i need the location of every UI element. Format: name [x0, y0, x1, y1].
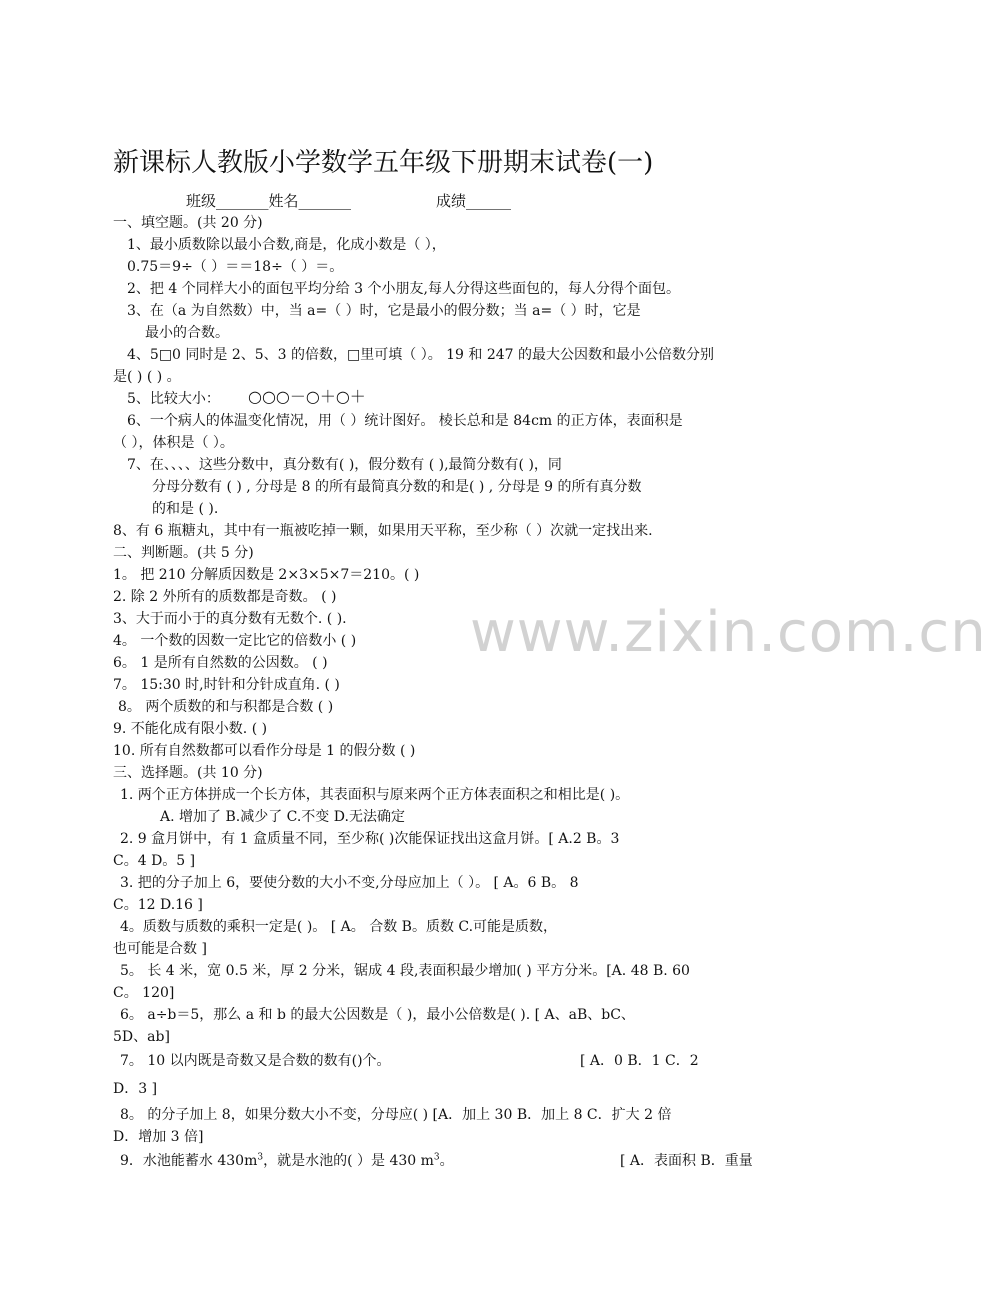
- question-line: 分母分数有 ( ) , 分母是 8 的所有最简真分数的和是( ) , 分母是 9 的所有真分数: [152, 479, 642, 495]
- question-line: 7。 10 以内既是奇数又是合数的数有()个。: [120, 1053, 391, 1069]
- option-line: 5D、ab]: [113, 1029, 170, 1045]
- question-line: 7。 15:30 时,时针和分针成直角. ( ): [113, 677, 340, 693]
- question-line: 3. 把的分子加上 6，要使分数的大小不变,分母应加上（ ）。 [ A。6 B。 8: [120, 875, 579, 891]
- question-text: ，就是水池的( ）是 430 m: [263, 1153, 434, 1169]
- question-line: 8、有 6 瓶糖丸，其中有一瓶被吃掉一颗，如果用天平称，至少称（ ）次就一定找出来.: [113, 523, 653, 539]
- question-line: 9. 不能化成有限小数. ( ): [113, 721, 268, 737]
- question-line: （ ），体积是（ ）。: [113, 435, 234, 451]
- question-line: 1. 两个正方体拼成一个长方体，其表面积与原来两个正方体表面积之和相比是( )。: [120, 787, 630, 803]
- question-line: 5。 长 4 米，宽 0.5 米，厚 2 分米，锯成 4 段,表面积最少增加( ) 平方分米。[A. 48 B. 60: [120, 963, 690, 979]
- option-line: D．3 ]: [113, 1081, 158, 1097]
- question-line: 6。 1 是所有自然数的公因数。 ( ): [113, 655, 328, 671]
- option-line: [ A．表面积 B．重量: [620, 1153, 753, 1169]
- question-line: 5、比较大小：: [127, 391, 220, 407]
- option-line: D．增加 3 倍]: [113, 1129, 204, 1145]
- superscript: 3: [433, 1152, 440, 1163]
- question-line: 4。质数与质数的乘积一定是( )。 [ A。 合数 B。质数 C.可能是质数，: [120, 919, 558, 935]
- question-line: 2. 除 2 外所有的质数都是奇数。 ( ): [113, 589, 337, 605]
- section-3-heading: 三、选择题。(共 10 分): [113, 765, 263, 781]
- watermark: www.zixin.com.cn: [470, 600, 987, 665]
- question-text: 9．水池能蓄水 430m: [120, 1153, 258, 1169]
- question-line: [120, 1152, 454, 1170]
- section-1-heading: 一、填空题。(共 20 分): [113, 215, 263, 231]
- option-line: C。4 D。5 ]: [113, 853, 196, 869]
- question-line: 6。 a÷b＝5，那么 a 和 b 的最大公因数是（ )，最小公倍数是( ). [ A、aB、bC、: [120, 1007, 635, 1023]
- option-line: C。 120]: [113, 985, 175, 1001]
- question-line: 3、在（a 为自然数）中，当 a=（ ）时，它是最小的假分数；当 a=（ ）时，它是: [127, 303, 641, 319]
- option-line: A. 增加了 B.减少了 C.不变 D.无法确定: [160, 809, 405, 825]
- question-line: 是( ) ( ) 。: [113, 369, 181, 385]
- score-field: 成绩______: [436, 192, 512, 210]
- superscript: 3: [257, 1152, 264, 1163]
- question-line: 4、5□0 同时是 2、5、3 的倍数，□里可填（ ）。 19 和 247 的最大公因数和最小公倍数分别: [127, 347, 715, 363]
- comparison-circles: ○○○－○＋○＋: [248, 387, 366, 406]
- page-title: 新课标人教版小学数学五年级下册期末试卷(一): [113, 148, 654, 178]
- question-line: 10. 所有自然数都可以看作分母是 1 的假分数 ( ): [113, 743, 416, 759]
- question-line: 的和是 ( ).: [152, 501, 219, 517]
- question-line: 4。 一个数的因数一定比它的倍数小 ( ): [113, 633, 357, 649]
- class-name-field: 班级_______姓名_______: [186, 192, 352, 210]
- option-line: C。12 D.16 ]: [113, 897, 203, 913]
- question-line: 7、在、、、、这些分数中，真分数有( )，假分数有 ( ),最简分数有( )，同: [127, 457, 562, 473]
- question-line: 2、把 4 个同样大小的面包平均分给 3 个小朋友,每人分得这些面包的，每人分得个面包。: [127, 281, 680, 297]
- option-line: 也可能是合数 ]: [113, 941, 207, 957]
- question-line: 0.75＝9÷（ ）＝＝18÷（ ）＝。: [127, 259, 344, 275]
- question-line: 8。 两个质数的和与积都是合数 ( ): [118, 699, 334, 715]
- question-line: 8。 的分子加上 8，如果分数大小不变，分母应( ) [A．加上 30 B．加上 8 C．扩大 2 倍: [120, 1107, 672, 1123]
- question-line: 1、最小质数除以最小合数,商是，化成小数是（ ），: [127, 237, 446, 253]
- option-line: [ A．0 B．1 C．2: [580, 1053, 699, 1069]
- section-2-heading: 二、判断题。(共 5 分): [113, 545, 254, 561]
- question-line: 最小的合数。: [145, 325, 229, 341]
- question-line: 2. 9 盒月饼中，有 1 盒质量不同，至少称( )次能保证找出这盒月饼。[ A.2 B。3: [120, 831, 620, 847]
- question-line: 1。 把 210 分解质因数是 2×3×5×7＝210。( ): [113, 567, 420, 583]
- question-line: 6、一个病人的体温变化情况，用（ ）统计图好。 棱长总和是 84cm 的正方体，表面积是: [127, 413, 683, 429]
- question-text: 。: [439, 1153, 454, 1169]
- question-line: 3、大于而小于的真分数有无数个. ( ).: [113, 611, 347, 627]
